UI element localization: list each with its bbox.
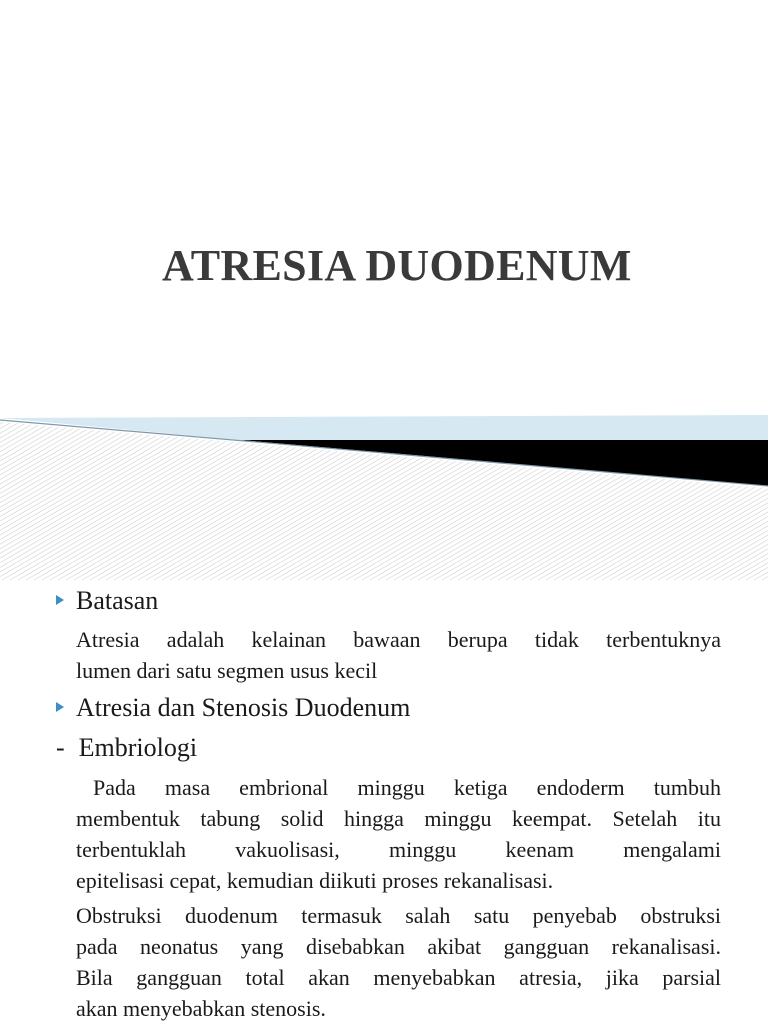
paragraph-line: Obstruksi duodenum termasuk salah satu penyebab obstruksi <box>76 903 721 928</box>
paragraph-line: pada neonatus yang disebabkan akibat gangguan rekanalisasi. <box>76 934 721 959</box>
decorative-band <box>0 410 768 580</box>
bullet-triangle-icon <box>56 595 64 605</box>
paragraph-line: Pada masa embrional minggu ketiga endoderm tumbuh <box>93 775 721 800</box>
bullet-batasan <box>56 586 158 616</box>
bullet-triangle-icon <box>56 702 64 712</box>
paragraph-line: akan menyebabkan stenosis. <box>76 996 326 1021</box>
dash-embriologi <box>56 733 197 763</box>
paragraph-obstruksi <box>76 900 721 1024</box>
paragraph-line: terbentuklah vakuolisasi, minggu keenam mengalami <box>76 837 721 862</box>
bullet-atresia-stenosis <box>56 693 410 723</box>
dash-marker: - <box>56 733 65 762</box>
paragraph-line: epitelisasi cepat, kemudian diikuti proses rekanalisasi. <box>76 868 554 893</box>
slide-title: ATRESIA DUODENUM <box>162 241 632 290</box>
bullet-atresia-stenosis-label: Atresia dan Stenosis Duodenum <box>76 693 411 722</box>
paragraph-batasan <box>76 624 721 686</box>
dash-embriologi-label: Embriologi <box>78 733 198 762</box>
paragraph-line: Bila gangguan total akan menyebabkan atresia, jika parsial <box>76 965 721 990</box>
paragraph-line: Atresia adalah kelainan bawaan berupa tidak terbentuknya <box>76 627 721 652</box>
paragraph-embriologi <box>76 772 721 896</box>
bullet-batasan-label: Batasan <box>76 586 159 615</box>
paragraph-line: membentuk tabung solid hingga minggu keempat. Setelah itu <box>76 806 721 831</box>
paragraph-line: lumen dari satu segmen usus kecil <box>76 658 378 683</box>
